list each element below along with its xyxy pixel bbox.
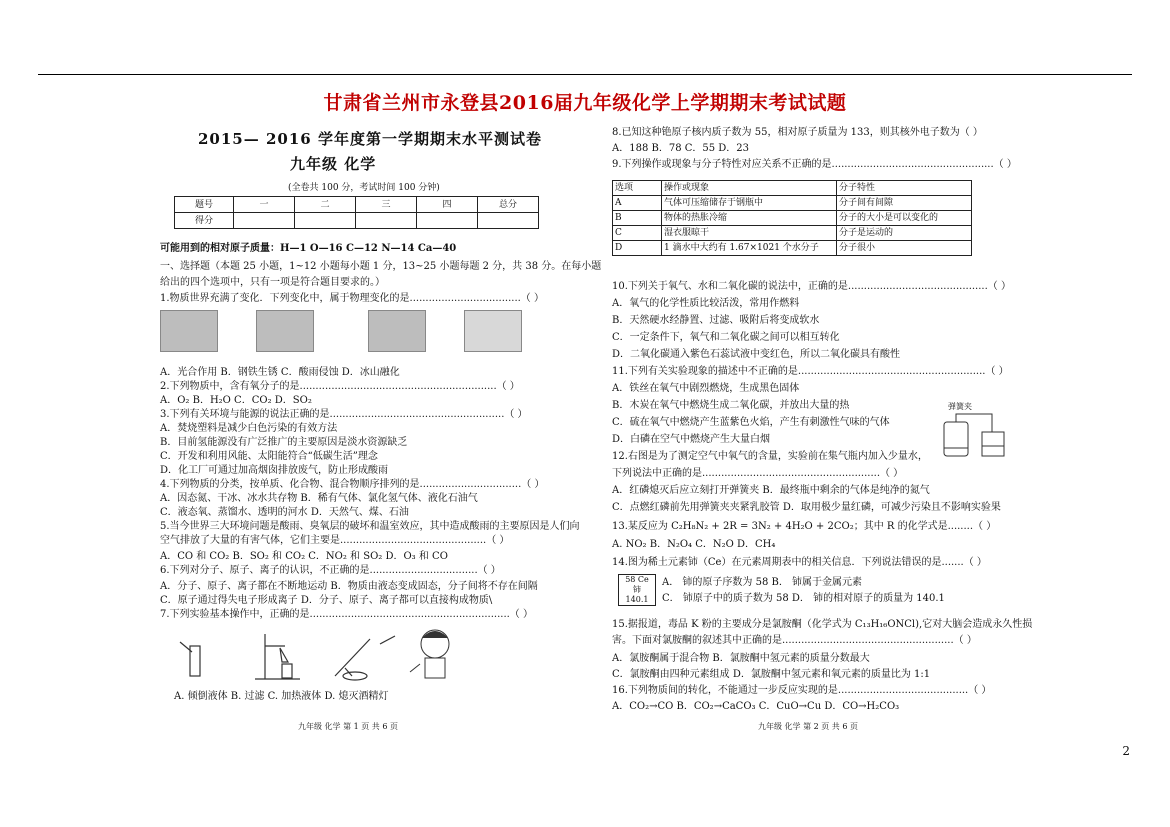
table-cell: 气体可压缩储存于钢瓶中	[662, 196, 837, 211]
option-line: C．开发和利用风能、太阳能符合“低碳生活”理念	[160, 451, 378, 462]
table-cell: 分子是运动的	[837, 226, 972, 241]
score-cell	[478, 213, 539, 229]
options-line: A．分子、原子、离子都在不断地运动 B．物质由液态变成固态，分子间将不存在间隔	[160, 581, 538, 592]
option-line: A．氧气的化学性质比较活泼，常用作燃料	[612, 298, 800, 309]
score-table	[174, 196, 539, 229]
score-cell	[234, 213, 295, 229]
table-cell: 1 滴水中大约有 1.67×1021 个水分子	[662, 241, 837, 256]
oxygen-apparatus-figure	[940, 400, 1010, 460]
text-line: 下列说法中正确的是........................................................（ ）	[612, 468, 904, 479]
element-mass: 140.1	[625, 595, 649, 604]
clamp-label: 弹簧夹	[948, 402, 972, 411]
table-cell: 分子间有间隙	[837, 196, 972, 211]
option-line: B．天然硬水经静置、过滤、吸附后将变成软水	[612, 315, 820, 326]
score-cell	[295, 213, 356, 229]
option-line: B．目前氢能源没有广泛推广的主要原因是淡水资源缺乏	[160, 437, 408, 448]
options-line: C． 铈原子中的质子数为 58 D． 铈的相对原子的质量为 140.1	[662, 593, 945, 604]
question-line: 8.已知这种铯原子核内质子数为 55，相对原子质量为 133，则其核外电子数为（ ）	[612, 127, 983, 138]
question-line: 14.图为稀土元素铈（Ce）在元素周期表中的相关信息．下列说法错误的是.......（ ）	[612, 557, 987, 568]
table-header-cell: 分子特性	[837, 181, 972, 196]
question-line: 16.下列物质间的转化，不能通过一步反应实现的是.........................................（ ）	[612, 685, 992, 696]
option-line: A．焚烧塑料是减少白色污染的有效方法	[160, 423, 338, 434]
score-cell	[417, 213, 478, 229]
options-line: C．点燃红磷前先用弹簧夹夹紧乳胶管 D．取用极少量红磷，可减少污染且不影响实验果	[612, 502, 1001, 513]
options-line: A．因态氮、干冰、冰水共存物 B．稀有气体、氯化氢气体、液化石油气	[160, 493, 478, 504]
header-rule	[38, 74, 1132, 75]
text-line: 害。下面对氯胺酮的叙述其中正确的是......................................................（ ）	[612, 635, 977, 646]
options-line: A. NO₂ B．N₂O₄ C．N₂O D．CH₄	[612, 539, 776, 550]
iceberg-image	[464, 310, 522, 352]
table-row	[613, 241, 972, 256]
option-line: B．木炭在氧气中燃烧生成二氧化碳，并放出大量的热	[612, 400, 850, 411]
table-header-cell: 操作或现象	[662, 181, 837, 196]
question-line: 9.下列操作或现象与分子特性对应关系不正确的是...................................................（ ）	[612, 159, 1017, 170]
cartoon-boy-icon	[410, 630, 449, 678]
table-row	[613, 181, 972, 196]
options-line: A．氯胺酮属于混合物 B．氯胺酮中氢元素的质量分数最大	[612, 653, 870, 664]
options-line: A．红磷熄灭后应立刻打开弹簧夹 B．最终瓶中剩余的气体是纯净的氮气	[612, 485, 930, 496]
options-line: A．CO 和 CO₂ B．SO₂ 和 CO₂ C．NO₂ 和 SO₂ D．O₃ 和 CO	[160, 551, 448, 562]
document-title: 甘肃省兰州市永登县2016届九年级化学上学期期末考试试题	[323, 92, 847, 114]
table-row	[613, 196, 972, 211]
table-header-cell: 选项	[613, 181, 662, 196]
options-line: A． 铈的原子序数为 58 B． 铈属于金属元素	[662, 577, 863, 588]
right-page-footer: 九年级 化学 第 2 页 共 6 页	[758, 722, 858, 731]
score-cell: 一	[234, 197, 295, 213]
grade-subject: 九年级 化学	[290, 155, 377, 173]
score-cell: 总分	[478, 197, 539, 213]
acid-rain-image	[368, 310, 426, 352]
element-number-symbol: 58 Ce	[625, 575, 649, 584]
atomic-mass-line: 可能用到的相对原子质量：H—1 O—16 C—12 N—14 Ca—40	[160, 243, 457, 254]
exam-title: 2015— 2016 学年度第一学期期末水平测试卷	[198, 130, 542, 148]
question-line: 11.下列有关实验现象的描述中不正确的是...........................................................（ ）	[612, 366, 1009, 377]
question-line: 5.当今世界三大环境问题是酸雨、臭氧层的破坏和温室效应，其中造成酸雨的主要原因是人们向	[160, 521, 580, 532]
text-line: 空气排放了大量的有害气体，它们主要是..............................................（ ）	[160, 535, 510, 546]
left-page-footer: 九年级 化学 第 1 页 共 6 页	[298, 722, 398, 731]
section-heading: 一、选择题（本题 25 小题，1~12 小题每小题 1 分，13~25 小题每题 2 分，共 38 分。在每小题	[160, 261, 602, 272]
question-line: 6.下列对分子、原子、离子的认识，不正确的是..................................（ ）	[160, 565, 501, 576]
options-line: C．原子通过得失电子形成离子 D．分子、原子、离子都可以直接构成物质\	[160, 595, 493, 606]
table-cell: D	[613, 241, 662, 256]
table-cell: A	[613, 196, 662, 211]
text-line: 给出的四个选项中，只有一项是符合题目要求的。）	[160, 277, 385, 288]
lab-options-line: A. 倾倒液体 B. 过滤 C. 加热液体 D. 熄灭酒精灯	[174, 691, 389, 702]
table-row	[613, 226, 972, 241]
exam-note: (全卷共 100 分，考试时间 100 分钟)	[288, 183, 440, 193]
option-line: C．一定条件下，氧气和二氧化碳之间可以相互转化	[612, 332, 840, 343]
question-line: 13.某反应为 C₂H₈N₂ + 2R = 3N₂ + 4H₂O + 2CO₂；其中 R 的化学式是........（ ）	[612, 521, 997, 532]
photosynthesis-image	[160, 310, 218, 352]
molecule-property-table	[612, 180, 972, 256]
question-line: 2.下列物质中，含有氧分子的是..............................................................（ ）	[160, 381, 520, 392]
table-cell: B	[613, 211, 662, 226]
table-row	[613, 211, 972, 226]
table-cell: 分子很小	[837, 241, 972, 256]
table-cell: 分子的大小是可以变化的	[837, 211, 972, 226]
question-line: 7.下列实验基本操作中，正确的是...............................................................（ ）	[160, 609, 533, 620]
score-cell: 题号	[175, 197, 234, 213]
question-line: 15.据报道，毒品 K 粉的主要成分是氯胺酮（化学式为 C₁₃H₁₆ONCl),它对大脑会造成永久性损	[612, 619, 1033, 630]
cerium-element-box	[618, 574, 656, 606]
question-line: 12.右图是为了测定空气中氧气的含量，实验前在集气瓶内加入少量水，	[612, 451, 928, 462]
element-name: 铈	[633, 585, 641, 594]
score-cell: 二	[295, 197, 356, 213]
score-table-row	[175, 197, 539, 213]
question-line: 1.物质世界充满了变化．下列变化中，属于物理变化的是...................................（ ）	[160, 293, 544, 304]
options-line: A．188 B．78 C．55 D．23	[612, 143, 750, 154]
option-line: D．白磷在空气中燃烧产生大量白烟	[612, 434, 771, 445]
option-line: D．化工厂可通过加高烟囱排放废气，防止形成酸雨	[160, 465, 389, 476]
option-line: D．二氧化碳通入紫色石蕊试液中变红色，所以二氧化碳具有酸性	[612, 349, 901, 360]
options-line: A．O₂ B．H₂O C．CO₂ D．SO₂	[160, 395, 312, 406]
options-line: A．CO₂→CO B．CO₂→CaCO₃ C．CuO→Cu D．CO→H₂CO₃	[612, 701, 900, 712]
rusting-image	[256, 310, 314, 352]
options-line: A．光合作用 B．钢铁生锈 C．酸雨侵蚀 D．冰山融化	[160, 367, 400, 378]
score-cell	[356, 213, 417, 229]
option-line: A．铁丝在氧气中剧烈燃烧，生成黑色固体	[612, 383, 800, 394]
score-cell: 四	[417, 197, 478, 213]
table-cell: 物体的热胀冷缩	[662, 211, 837, 226]
lab-operations-figure	[170, 624, 460, 684]
score-cell: 得分	[175, 213, 234, 229]
question-line: 10.下列关于氧气、水和二氧化碳的说法中，正确的是............................................（ ）	[612, 281, 1011, 292]
option-line: C．硫在氧气中燃烧产生蓝紫色火焰，产生有刺激性气味的气体	[612, 417, 890, 428]
question-line: 3.下列有关环境与能源的说法正确的是.......................................................（ ）	[160, 409, 528, 420]
options-line: C．液态氧、蒸馏水、透明的河水 D．天然气、煤、石油	[160, 507, 409, 518]
table-cell: 湿衣服晾干	[662, 226, 837, 241]
page-number: 2	[1122, 744, 1130, 758]
q1-images	[160, 310, 572, 350]
score-cell: 三	[356, 197, 417, 213]
question-line: 4.下列物质的分类，按单质、化合物、混合物顺序排列的是................................（ ）	[160, 479, 545, 490]
score-table-row	[175, 213, 539, 229]
options-line: C．氯胺酮由四种元素组成 D．氯胺酮中氢元素和氧元素的质量比为 1:1	[612, 669, 931, 680]
table-cell: C	[613, 226, 662, 241]
